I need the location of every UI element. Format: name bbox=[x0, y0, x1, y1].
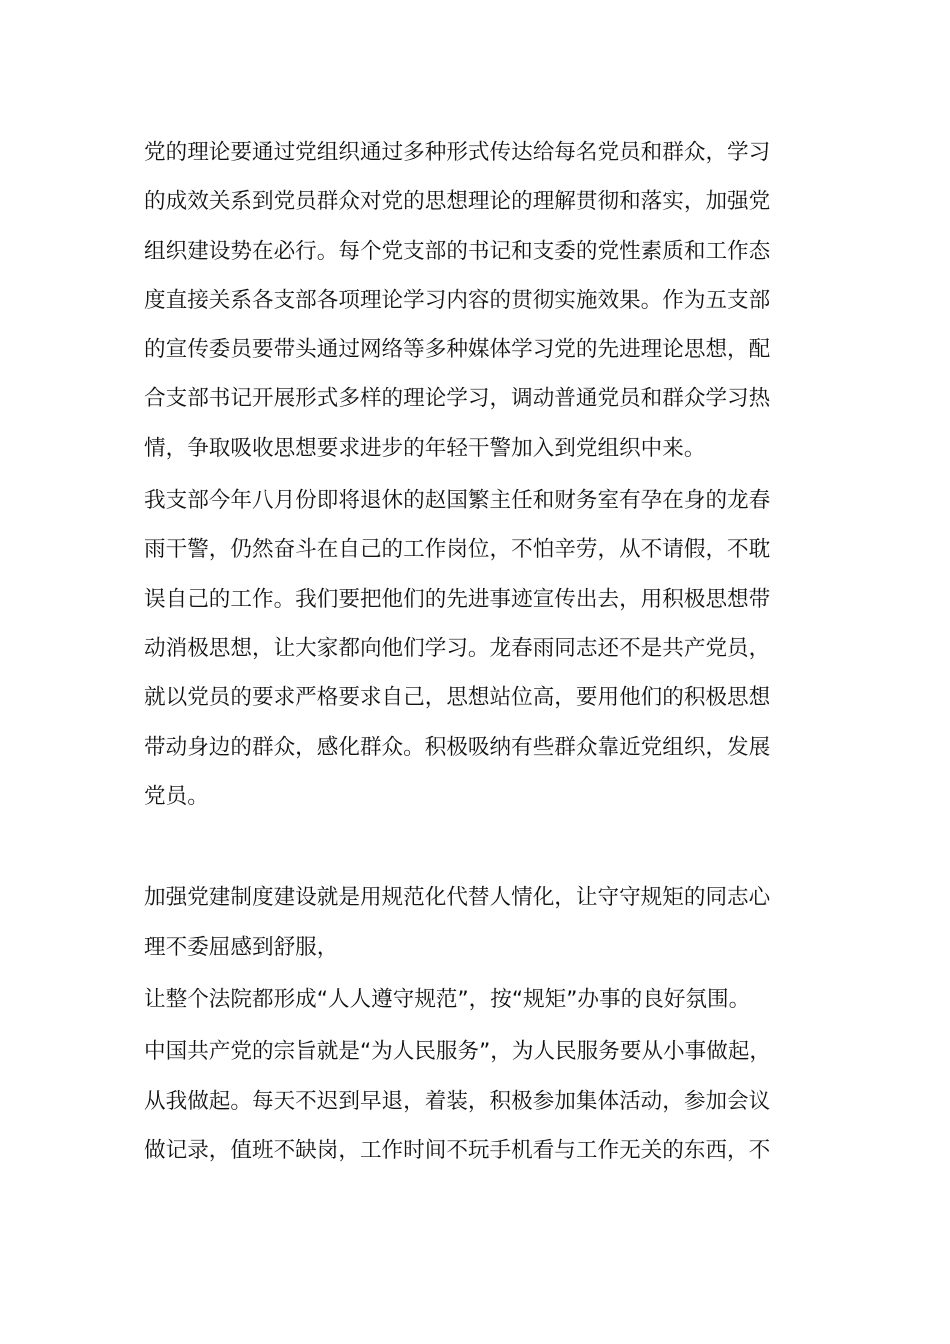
text-line: 做记录，值班不缺岗，工作时间不玩手机看与工作无关的东西，不 bbox=[144, 1137, 771, 1163]
text-line: 组织建设势在必行。每个党支部的书记和支委的党性素质和工作态 bbox=[144, 238, 771, 264]
paragraph-2 bbox=[144, 476, 804, 870]
text-line: 动消极思想，让大家都向他们学习。龙春雨同志还不是共产党员， bbox=[144, 635, 771, 661]
text-line: 理不委屈感到舒服， bbox=[144, 934, 339, 960]
text-line: 加强党建制度建设就是用规范化代替人情化，让守守规矩的同志心 bbox=[144, 885, 771, 911]
text-line: 雨干警，仍然奋斗在自己的工作岗位，不怕辛劳，从不请假，不耽 bbox=[144, 537, 771, 563]
text-line: 中国共产党的宗旨就是“为人民服务”，为人民服务要从小事做起， bbox=[144, 1039, 772, 1065]
paragraph-5 bbox=[144, 1027, 804, 1175]
document-body bbox=[144, 128, 804, 1178]
text-line: 误自己的工作。我们要把他们的先进事迹宣传出去，用积极思想带 bbox=[144, 586, 771, 612]
text-line: 的成效关系到党员群众对党的思想理论的理解贯彻和落实，加强党 bbox=[144, 189, 771, 215]
paragraph-1 bbox=[144, 128, 804, 473]
text-line: 党的理论要通过党组织通过多种形式传达给每名党员和群众，学习 bbox=[144, 140, 771, 165]
text-line: 合支部书记开展形式多样的理论学习，调动普通党员和群众学习热 bbox=[144, 386, 771, 412]
text-line: 党员。 bbox=[144, 783, 209, 809]
text-line: 情，争取吸收思想要求进步的年轻干警加入到党组织中来。 bbox=[144, 435, 706, 461]
text-line: 就以党员的要求严格要求自己，思想站位高，要用他们的积极思想 bbox=[144, 685, 771, 711]
paragraph-4 bbox=[144, 975, 804, 1024]
paragraph-3 bbox=[144, 873, 804, 972]
text-line bbox=[144, 821, 804, 870]
text-line: 我支部今年八月份即将退休的赵国繁主任和财务室有孕在身的龙春 bbox=[144, 488, 771, 514]
text-line: 带动身边的群众，感化群众。积极吸纳有些群众靠近党组织，发展 bbox=[144, 734, 771, 760]
text-line: 让整个法院都形成“人人遵守规范”，按“规矩”办事的良好氛围。 bbox=[144, 987, 751, 1013]
text-line: 度直接关系各支部各项理论学习内容的贯彻实施效果。作为五支部 bbox=[144, 287, 771, 313]
text-line: 从我做起。每天不迟到早退，着装，积极参加集体活动，参加会议 bbox=[144, 1088, 771, 1114]
text-line: 的宣传委员要带头通过网络等多种媒体学习党的先进理论思想，配 bbox=[144, 337, 771, 363]
